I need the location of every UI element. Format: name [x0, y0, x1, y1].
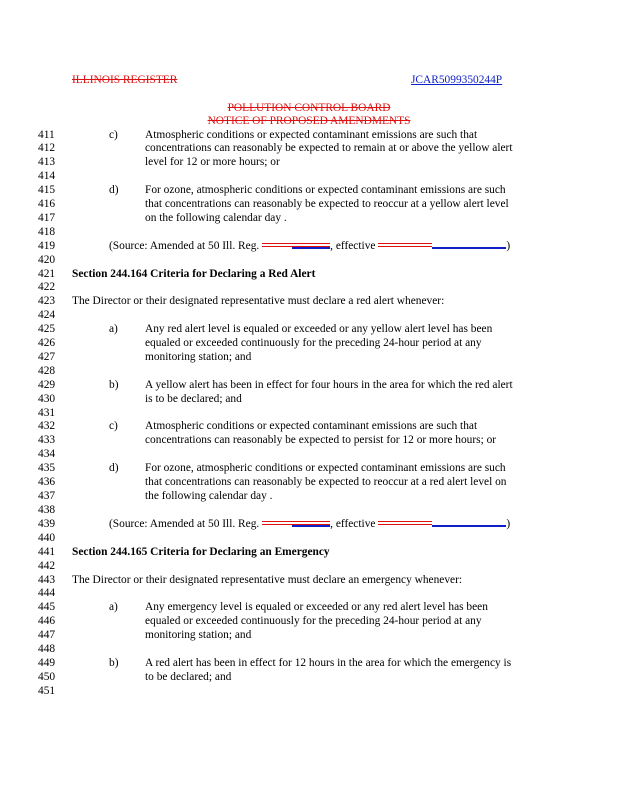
line-number: 423 — [38, 295, 56, 307]
line-number: 439 — [38, 518, 56, 530]
line-number: 420 — [38, 254, 56, 266]
line-number: 451 — [38, 685, 56, 697]
line-number: 414 — [38, 170, 56, 182]
text-line: to be declared; and — [145, 671, 232, 683]
item-label: a) — [109, 323, 118, 335]
section-intro: The Director or their designated representative must declare a red alert whenever: — [72, 295, 445, 307]
board-name: POLLUTION CONTROL BOARD — [227, 102, 391, 114]
text-line: Atmospheric conditions or expected contaminant emissions are such that — [145, 129, 478, 141]
source-text: (Source: Amended at 50 Ill. Reg. — [109, 518, 260, 530]
item-label: c) — [109, 420, 118, 432]
effective-blank — [378, 243, 506, 249]
source-text: , effective — [330, 240, 376, 252]
text-line: Any red alert level is equaled or exceeded or any yellow alert level has been — [145, 323, 493, 335]
line-number: 418 — [38, 226, 56, 238]
item-label: b) — [109, 379, 119, 391]
line-number: 421 — [38, 268, 56, 280]
line-number: 422 — [38, 281, 56, 293]
line-number: 427 — [38, 351, 56, 363]
line-number: 437 — [38, 490, 56, 502]
text-line: monitoring station; and — [145, 629, 252, 641]
line-number: 425 — [38, 323, 56, 335]
text-line: Atmospheric conditions or expected contaminant emissions are such that — [145, 420, 478, 432]
source-note — [109, 518, 510, 531]
line-number: 448 — [38, 643, 56, 655]
reg-blank — [262, 521, 330, 527]
text-line: concentrations can reasonably be expected to remain at or above the yellow alert — [145, 142, 513, 154]
source-text: , effective — [330, 518, 376, 530]
line-number: 445 — [38, 601, 56, 613]
source-note — [109, 240, 510, 253]
item-label: b) — [109, 657, 119, 669]
text-line: monitoring station; and — [145, 351, 252, 363]
text-line: that concentrations can reasonably be expected to reoccur at a yellow alert level — [145, 198, 509, 210]
line-number: 429 — [38, 379, 56, 391]
line-number: 431 — [38, 407, 56, 419]
text-line: the following calendar day . — [145, 490, 273, 502]
notice-title: NOTICE OF PROPOSED AMENDMENTS — [207, 115, 411, 127]
text-line: that concentrations can reasonably be expected to reoccur at a red alert level on — [145, 476, 507, 488]
line-number: 411 — [38, 129, 55, 141]
line-number: 444 — [38, 587, 56, 599]
line-number: 430 — [38, 393, 56, 405]
line-number: 417 — [38, 212, 56, 224]
line-number: 413 — [38, 156, 56, 168]
line-number: 412 — [38, 142, 56, 154]
line-number: 428 — [38, 365, 56, 377]
text-line: Any emergency level is equaled or exceeded or any red alert level has been — [145, 601, 488, 613]
reg-blank — [262, 243, 330, 249]
line-number: 440 — [38, 532, 56, 544]
line-number: 442 — [38, 560, 56, 572]
source-text: (Source: Amended at 50 Ill. Reg. — [109, 240, 260, 252]
line-number: 426 — [38, 337, 56, 349]
line-number: 415 — [38, 184, 56, 196]
document-id: JCAR5099350244P — [411, 74, 503, 86]
text-line: level for 12 or more hours; or — [145, 156, 280, 168]
line-number: 450 — [38, 671, 56, 683]
line-number: 435 — [38, 462, 56, 474]
line-number: 438 — [38, 504, 56, 516]
line-number: 416 — [38, 198, 56, 210]
section-heading: Section 244.165 Criteria for Declaring an Emergency — [72, 546, 330, 558]
item-label: a) — [109, 601, 118, 613]
line-number: 441 — [38, 546, 56, 558]
line-number: 436 — [38, 476, 56, 488]
section-intro: The Director or their designated representative must declare an emergency whenever: — [72, 574, 463, 586]
item-label: d) — [109, 184, 119, 196]
line-number: 434 — [38, 448, 56, 460]
source-text: ) — [506, 518, 511, 530]
register-title: ILLINOIS REGISTER — [72, 74, 178, 86]
line-number: 447 — [38, 629, 56, 641]
line-number: 446 — [38, 615, 56, 627]
item-label: d) — [109, 462, 119, 474]
line-number: 432 — [38, 420, 56, 432]
text-line: A yellow alert has been in effect for four hours in the area for which the red alert — [145, 379, 513, 391]
section-heading: Section 244.164 Criteria for Declaring a Red Alert — [72, 268, 316, 280]
text-line: A red alert has been in effect for 12 hours in the area for which the emergency is — [145, 657, 512, 669]
effective-blank — [378, 521, 506, 527]
item-label: c) — [109, 129, 118, 141]
text-line: For ozone, atmospheric conditions or expected contaminant emissions are such — [145, 462, 506, 474]
line-number: 419 — [38, 240, 56, 252]
text-line: is to be declared; and — [145, 393, 242, 405]
line-number: 443 — [38, 574, 56, 586]
text-line: equaled or exceeded continuously for the preceding 24-hour period at any — [145, 615, 482, 627]
line-number: 449 — [38, 657, 56, 669]
text-line: For ozone, atmospheric conditions or expected contaminant emissions are such — [145, 184, 506, 196]
text-line: equaled or exceeded continuously for the preceding 24-hour period at any — [145, 337, 482, 349]
line-number: 433 — [38, 434, 56, 446]
text-line: concentrations can reasonably be expected to persist for 12 or more hours; or — [145, 434, 497, 446]
source-text: ) — [506, 240, 511, 252]
text-line: on the following calendar day . — [145, 212, 287, 224]
line-number: 424 — [38, 309, 56, 321]
